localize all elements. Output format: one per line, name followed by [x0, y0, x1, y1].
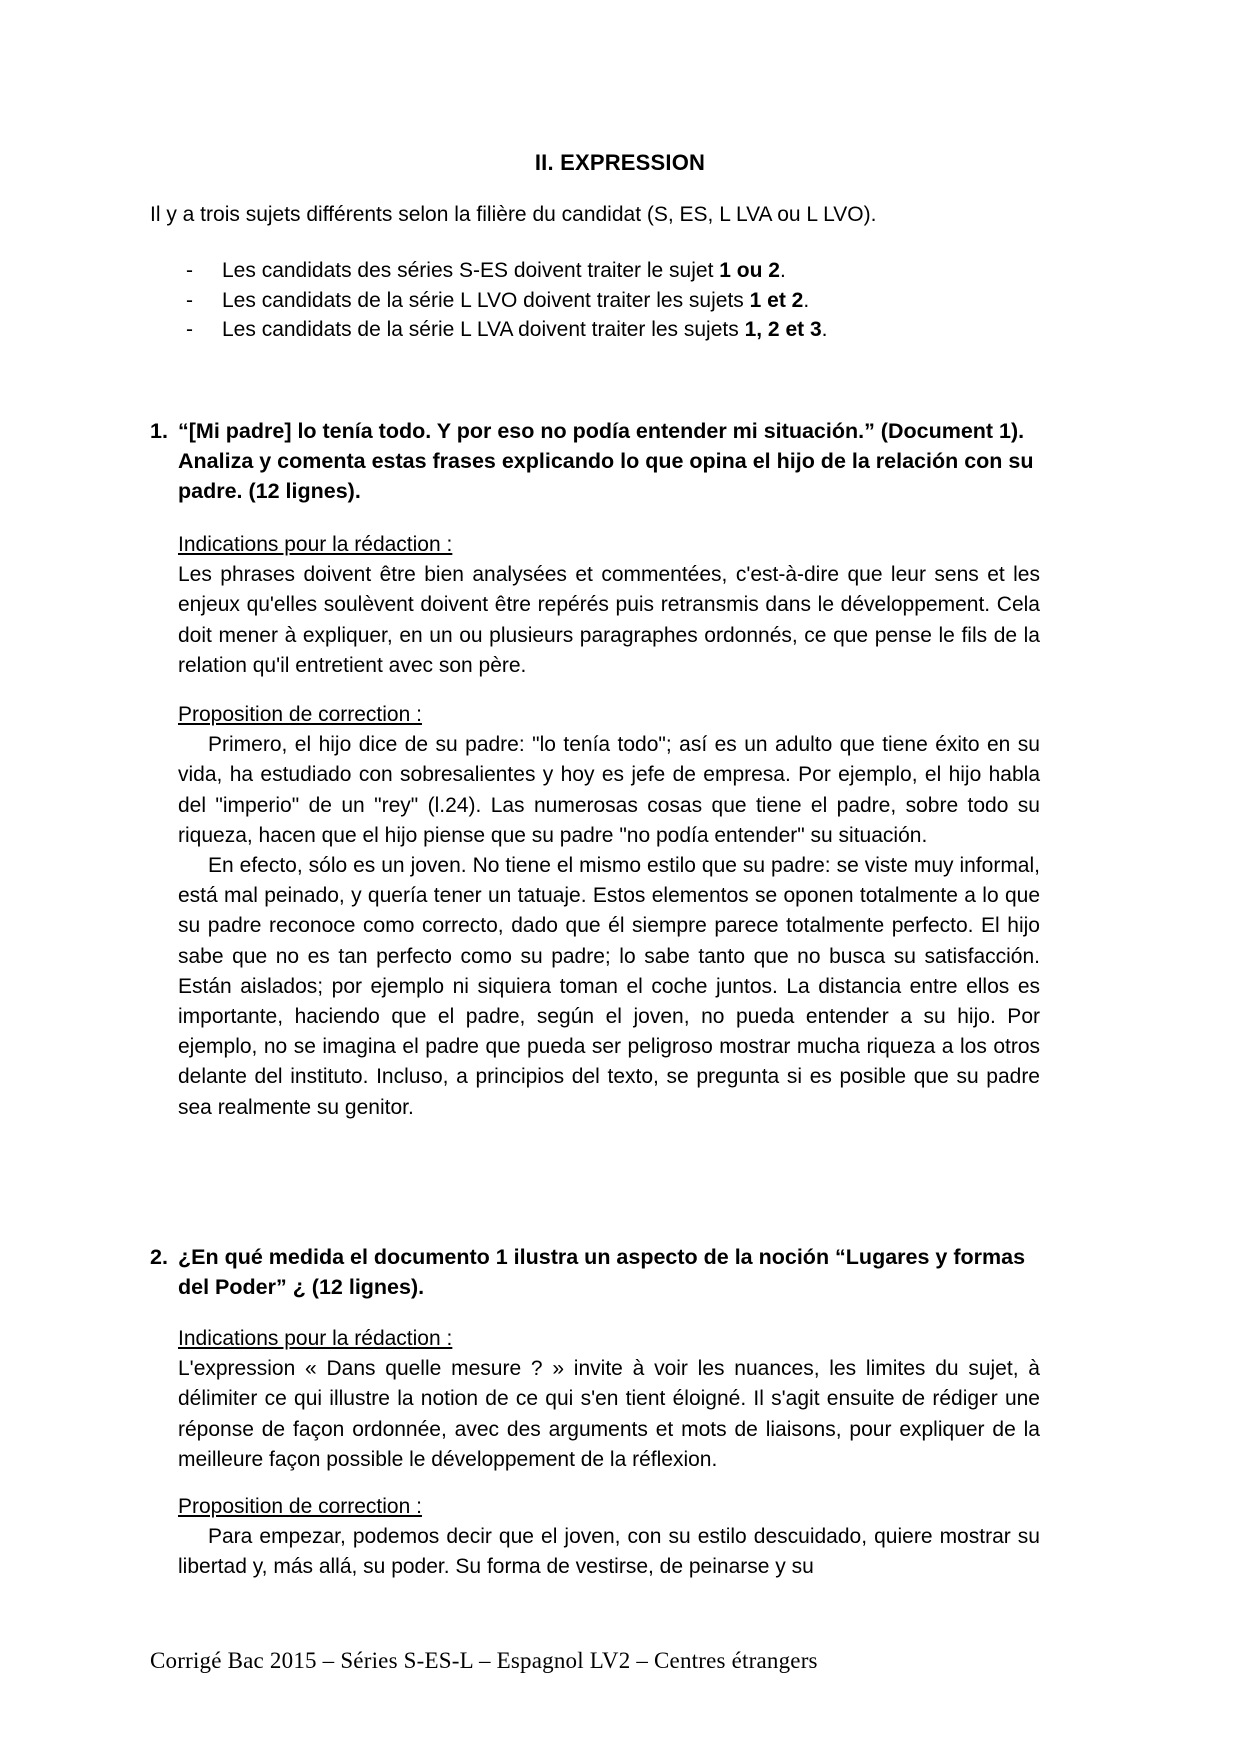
list-item — [186, 315, 827, 345]
bullet-bold: 1, 2 et 3 — [744, 318, 822, 341]
bullet-bold: 1 ou 2 — [719, 259, 780, 282]
proposition-paragraph: Primero, el hijo dice de su padre: "lo tenía todo"; así es un adulto que tiene éxito en su vida, ha estudiado con sobresalientes y hoy es jefe de empresa. Por ejemplo, el hijo habla del "imperio" de un "rey" (l.24). Las numerosas cosas que tiene el padre, sobre todo su riqueza, hacen que el hijo piense que su padre "no podía entender" su situación. — [178, 733, 1040, 847]
indications-text: L'expression « Dans quelle mesure ? » invite à voir les nuances, les limites du sujet, à délimiter ce qui illustre la notion de ce qui s'en tient éloigné. Il s'agit ensuite de rédiger une réponse de façon ordonnée, avec des arguments et mots de liaisons, pour expliquer de la meilleure façon possible le développement de la réflexion. — [178, 1357, 1040, 1471]
bullet-list — [186, 256, 827, 345]
list-item — [186, 286, 827, 316]
bullet-end: . — [779, 259, 786, 282]
proposition-label: Proposition de correction : — [178, 703, 422, 726]
bullet-text: Les candidats de la série L LVO doivent traiter les sujets — [222, 288, 750, 312]
q2-proposition — [178, 1492, 1040, 1583]
question-text: ¿En qué medida el documento 1 ilustra un aspecto de la noción “Lugares y formas del Poder” ¿ (12 lignes). — [178, 1245, 1026, 1299]
bullet-text: Les candidats de la série L LVA doivent traiter les sujets — [222, 318, 745, 341]
bullet-end: . — [803, 288, 810, 312]
proposition-paragraph: Para empezar, podemos decir que el joven, con su estilo descuidado, quiere mostrar su libertad y, más allá, su poder. Su forma de vestirse, de peinarse y su — [178, 1525, 1040, 1579]
bullet-dash: - — [186, 288, 193, 312]
indications-label: Indications pour la rédaction : — [178, 1327, 453, 1350]
bullet-dash: - — [186, 318, 193, 341]
bullet-text: Les candidats des séries S-ES doivent traiter le sujet — [222, 259, 720, 282]
page-footer: Corrigé Bac 2015 – Séries S-ES-L – Espagnol LV2 – Centres étrangers — [150, 1648, 818, 1673]
indications-text: Les phrases doivent être bien analysées et commentées, c'est-à-dire que leur sens et les enjeux qu'elles soulèvent doivent être repérés puis retransmis dans le développement. Cela doit mener à expliquer, en un ou plusieurs paragraphes ordonnés, ce que pense le fils de la relation qu'il entretient avec son père. — [178, 563, 1040, 677]
page-title: II. EXPRESSION — [534, 150, 706, 175]
question-text: “[Mi padre] lo tenía todo. Y por eso no podía entender mi situación.” (Document 1). Analiza y comenta estas frases explicando lo que opina el hijo de la relación con su padre. (12 lignes). — [178, 419, 1034, 503]
question-number: 2. — [150, 1245, 168, 1269]
question-number: 1. — [150, 419, 168, 443]
bullet-end: . — [821, 318, 828, 341]
proposition-paragraph: En efecto, sólo es un joven. No tiene el mismo estilo que su padre: se viste muy informal, está mal peinado, y quería tener un tatuaje. Estos elementos se oponen totalmente a lo que su padre reconoce como correcto, dado que él siempre parece totalmente perfecto. El hijo sabe que no es tan perfecto como su padre; lo sabe tanto que no busca su satisfacción. Están aislados; por ejemplo ni siquiera toman el coche juntos. La distancia entre ellos es importante, haciendo que el padre, según el joven, no pueda entender a su hijo. Por ejemplo, no se imagina el padre que pueda ser peligroso mostrar mucha riqueza a los otros delante del instituto. Incluso, a principios del texto, se pregunta si es posible que su padre sea realmente su genitor. — [178, 854, 1040, 1119]
proposition-label: Proposition de correction : — [178, 1495, 422, 1518]
q1-indications — [178, 530, 1040, 681]
bullet-dash: - — [186, 259, 193, 282]
bullet-bold: 1 et 2 — [749, 288, 804, 312]
indications-label: Indications pour la rédaction : — [178, 533, 453, 556]
intro-text: Il y a trois sujets différents selon la filière du candidat (S, ES, L LVA ou L LVO). — [150, 203, 877, 226]
question-2 — [150, 1242, 1040, 1302]
q2-indications — [178, 1324, 1040, 1475]
question-1 — [150, 416, 1040, 506]
list-item — [186, 256, 827, 286]
q1-proposition — [178, 700, 1040, 1123]
